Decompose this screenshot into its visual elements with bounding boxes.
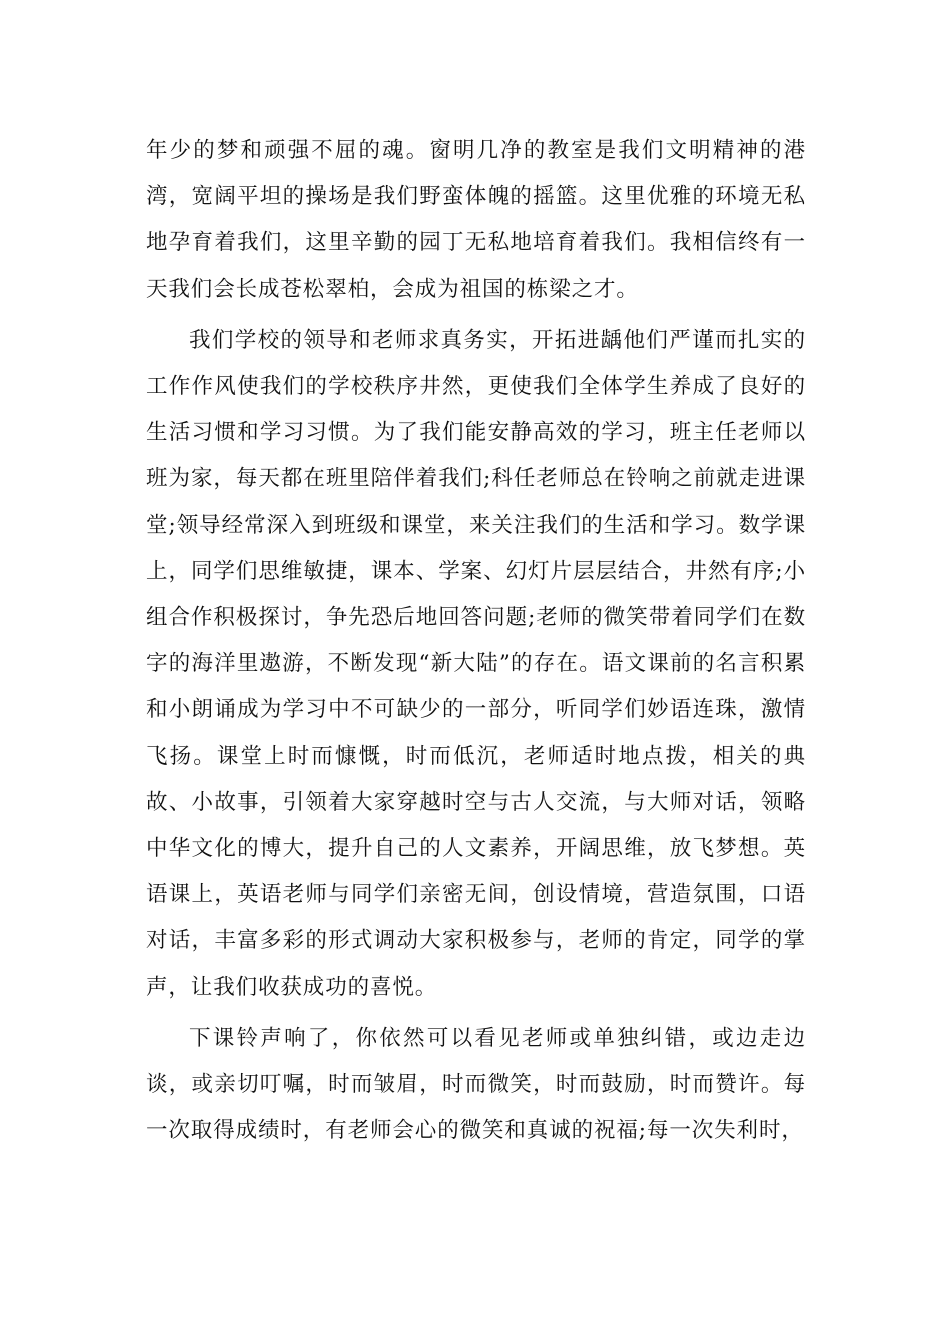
paragraph-continuation: 年少的梦和顽强不屈的魂。窗明几净的教室是我们文明精神的港湾，宽阔平坦的操场是我们野蛮体魄的摇篮。这里优雅的环境无私地孕育着我们，这里辛勤的园丁无私地培育着我们。我相信终有一天我们会长成苍松翠柏，会成为祖国的栋梁之才。 xyxy=(146,138,806,302)
paragraph-school-leaders-teachers: 我们学校的领导和老师求真务实，开拓进龋他们严谨而扎实的工作作风使我们的学校秩序井然，更使我们全体学生养成了良好的生活习惯和学习习惯。为了我们能安静高效的学习，班主任老师以班为家，每天都在班里陪伴着我们;科任老师总在铃响之前就走进课堂;领导经常深入到班级和课堂，来关注我们的生活和学习。数学课上，同学们思维敏捷，课本、学案、幻灯片层层结合，井然有序;小组合作积极探讨，争先恐后地回答问题;老师的微笑带着同学们在数字的海洋里遨游，不断发现“新大陆”的存在。语文课前的名言积累和小朗诵成为学习中不可缺少的一部分，听同学们妙语连珠，激情飞扬。课堂上时而慷慨，时而低沉，老师适时地点拨，相关的典故、小故事，引领着大家穿越时空与古人交流，与大师对话，领略中华文化的博大，提升自己的人文素养，开阔思维，放飞梦想。英语课上，英语老师与同学们亲密无间，创设情境，营造氛围，口语对话，丰富多彩的形式调动大家积极参与，老师的肯定，同学的掌声，让我们收获成功的喜悦。 xyxy=(146,327,806,1000)
document-body xyxy=(146,128,806,1159)
paragraph-after-class: 下课铃声响了，你依然可以看见老师或单独纠错，或边走边谈，或亲切叮嘱，时而皱眉，时而微笑，时而鼓励，时而赞许。每一次取得成绩时，有老师会心的微笑和真诚的祝福;每一次失利时， xyxy=(146,1025,806,1144)
